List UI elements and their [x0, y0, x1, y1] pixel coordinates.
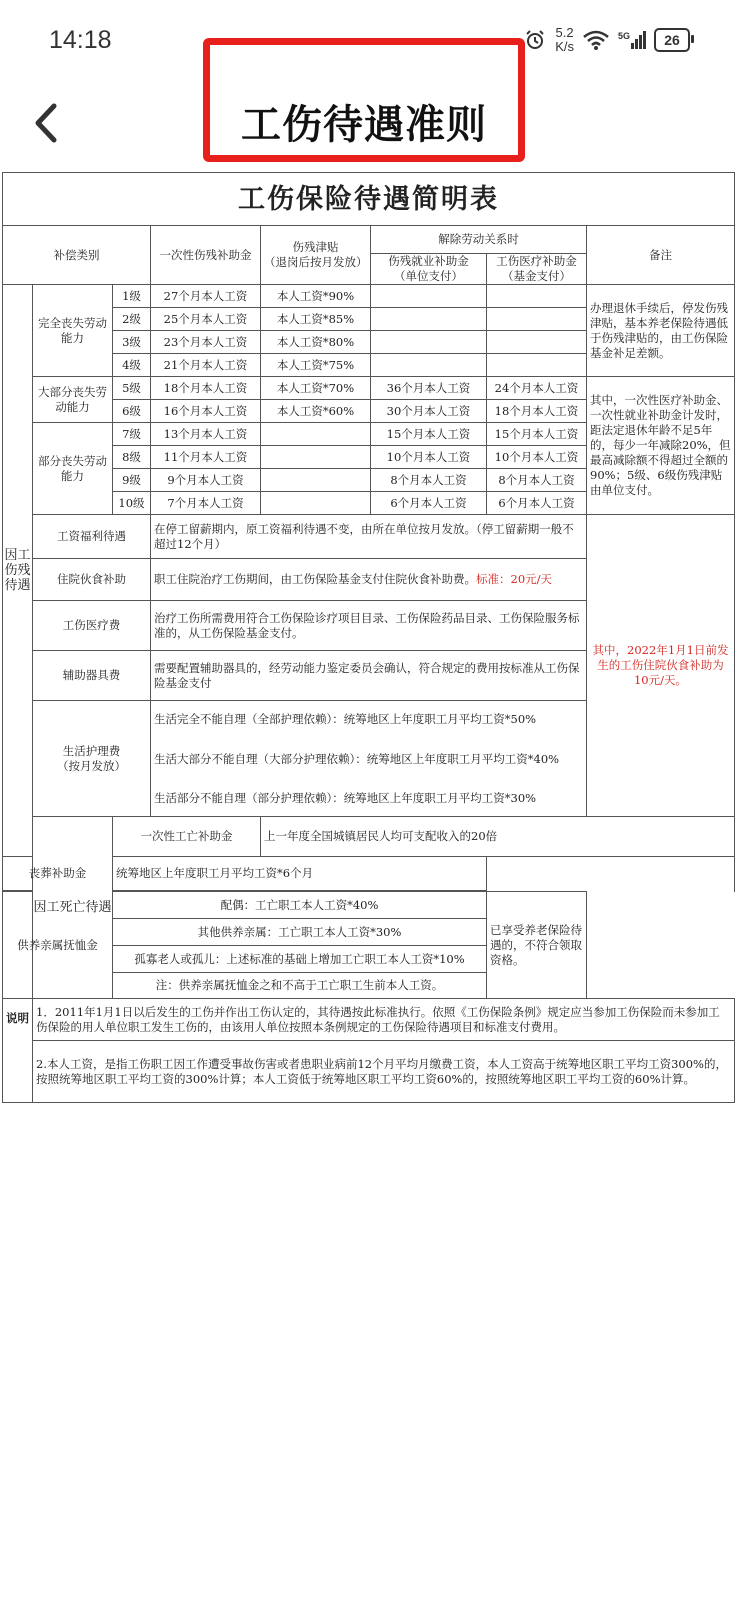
status-time: 14:18 — [49, 26, 112, 54]
grade-lump: 18个月本人工资 — [151, 377, 261, 400]
grade-lump: 21个月本人工资 — [151, 354, 261, 377]
benefit-table — [2, 172, 735, 1103]
death-survivor-1: 配偶：工亡职工本人工资*40% — [113, 892, 486, 919]
group-partial: 部分丧失劳动能力 — [33, 423, 113, 515]
grade-employment — [371, 285, 487, 308]
grade-employment: 10个月本人工资 — [371, 446, 487, 469]
death-funeral-text: 统筹地区上年度职工月平均工资*6个月 — [113, 857, 487, 891]
grade-allowance: 本人工资*60% — [261, 400, 371, 423]
header-allowance-line1: 伤残津贴 — [292, 240, 339, 254]
alarm-icon — [523, 28, 547, 52]
grade-employment — [371, 354, 487, 377]
grade-medical — [487, 354, 587, 377]
network-type-label: 5G — [617, 31, 630, 41]
benefit-device-text: 需要配置辅助器具的，经劳动能力鉴定委员会确认，符合规定的费用按标准从工伤保险基金支付 — [151, 651, 587, 701]
benefit-care-1: 生活完全不能自理（全部护理依赖）：统筹地区上年度职工月平均工资*50% — [151, 701, 587, 739]
header-termination: 解除劳动关系时 — [371, 226, 587, 254]
cell-signal-icon — [618, 31, 646, 49]
benefit-care-3: 生活部分不能自理（部分护理依赖）：统筹地区上年度职工月平均工资*30% — [151, 781, 587, 817]
grade-level: 6级 — [113, 400, 151, 423]
header-allowance-line2: （退岗后按月发放） — [264, 255, 368, 269]
group-full: 完全丧失劳动能力 — [33, 285, 113, 377]
network-speed-value: 5.2 — [555, 25, 574, 40]
grade-medical: 24个月本人工资 — [487, 377, 587, 400]
remark-survivor: 已享受养老保险待遇的，不符合领取资格。 — [487, 892, 587, 999]
side-label-disability: 因工伤残待遇 — [3, 285, 33, 857]
benefit-meal-text: 职工住院治疗工伤期间，由工伤保险基金支付住院伙食补助费。 — [154, 572, 476, 586]
grade-lump: 23个月本人工资 — [151, 331, 261, 354]
grade-employment: 8个月本人工资 — [371, 469, 487, 492]
header-one-time-subsidy: 一次性伤残补助金 — [151, 226, 261, 285]
grade-allowance — [261, 492, 371, 515]
header-remark: 备注 — [587, 226, 735, 285]
grade-allowance — [261, 423, 371, 446]
grade-level: 8级 — [113, 446, 151, 469]
grade-employment — [371, 331, 487, 354]
grade-level: 1级 — [113, 285, 151, 308]
grade-lump: 16个月本人工资 — [151, 400, 261, 423]
grade-allowance: 本人工资*85% — [261, 308, 371, 331]
grade-lump: 11个月本人工资 — [151, 446, 261, 469]
network-speed — [555, 26, 574, 54]
death-survivor-label: 供养亲属抚恤金 — [3, 892, 113, 999]
grade-lump: 9个月本人工资 — [151, 469, 261, 492]
death-survivor-2: 其他供养亲属：工亡职工本人工资*30% — [113, 919, 486, 946]
grade-level: 2级 — [113, 308, 151, 331]
header-medical-subsidy — [487, 254, 587, 285]
benefit-care-label-1: 生活护理费 — [62, 743, 121, 758]
note-1: 1．2011年1月1日以后发生的工伤并作出工伤认定的，其待遇按此标准执行。依照《工伤保险条例》规定应当参加工伤保险而未参加工伤保险的用人单位职工发生工伤的，由该用人单位按照本条例规定的工伤保险待遇项目和标准支付费用。 — [33, 999, 735, 1041]
grade-allowance: 本人工资*75% — [261, 354, 371, 377]
benefit-meal — [151, 559, 587, 601]
header-employment-line1: 伤残就业补助金 — [388, 254, 469, 268]
benefit-care-label-2: （按月发放） — [57, 758, 126, 773]
grade-medical: 15个月本人工资 — [487, 423, 587, 446]
side-label-death: 因工死亡待遇 — [33, 817, 113, 999]
side-label-notes: 说明 — [3, 999, 33, 1103]
death-survivor-3: 孤寡老人或孤儿：上述标准的基础上增加工亡职工本人工资*10% — [113, 946, 486, 973]
benefit-care-2: 生活大部分不能自理（大部分护理依赖）：统筹地区上年度职工月平均工资*40% — [151, 739, 587, 781]
header-employment-line2: （单位支付） — [394, 269, 463, 283]
remark-full: 办理退休手续后，停发伤残津贴，基本养老保险待遇低于伤残津贴的，由工伤保险基金补足差额。 — [587, 285, 735, 377]
grade-employment: 30个月本人工资 — [371, 400, 487, 423]
benefit-wage-text: 在停工留薪期内，原工资福利待遇不变，由所在单位按月发放。（停工留薪期一般不超过12个月） — [151, 515, 587, 559]
header-category: 补偿类别 — [3, 226, 151, 285]
grade-allowance: 本人工资*70% — [261, 377, 371, 400]
grade-level: 9级 — [113, 469, 151, 492]
grade-level: 4级 — [113, 354, 151, 377]
grade-medical — [487, 285, 587, 308]
grade-medical: 8个月本人工资 — [487, 469, 587, 492]
death-lump-label: 一次性工亡补助金 — [113, 817, 261, 857]
wifi-icon — [582, 29, 610, 51]
grade-employment: 36个月本人工资 — [371, 377, 487, 400]
grade-level: 3级 — [113, 331, 151, 354]
grade-level: 10级 — [113, 492, 151, 515]
benefit-wage-label: 工资福利待遇 — [33, 515, 151, 559]
app-header — [0, 80, 738, 166]
death-survivor-4: 注：供养亲属抚恤金之和不高于工亡职工生前本人工资。 — [155, 978, 444, 992]
network-speed-unit: K/s — [555, 39, 574, 54]
doc-title: 工伤保险待遇简明表 — [3, 173, 735, 226]
grade-allowance: 本人工资*80% — [261, 331, 371, 354]
grade-medical: 10个月本人工资 — [487, 446, 587, 469]
benefit-device-label: 辅助器具费 — [33, 651, 151, 701]
remark-major-partial: 其中，一次性医疗补助金、一次性就业补助金计发时，距法定退休年龄不足5年的，每少一年减除20%，但最高减除额不得超过全额的90%；5级、6级伤残津贴由单位支付。 — [587, 377, 735, 515]
header-allowance — [261, 226, 371, 285]
battery-icon: 26 — [654, 28, 690, 52]
page-title: 工伤待遇准则 — [241, 100, 487, 148]
benefit-meal-label: 住院伙食补助 — [33, 559, 151, 601]
grade-medical: 6个月本人工资 — [487, 492, 587, 515]
grade-medical — [487, 308, 587, 331]
benefit-medical-text: 治疗工伤所需费用符合工伤保险诊疗项目目录、工伤保险药品目录、工伤保险服务标准的，从工伤保险基金支付。 — [151, 601, 587, 651]
benefit-medical-label: 工伤医疗费 — [33, 601, 151, 651]
grade-level: 5级 — [113, 377, 151, 400]
note-2: 2.本人工资，是指工伤职工因工作遭受事故伤害或者患职业病前12个月平均月缴费工资，本人工资高于统筹地区职工平均工资300%的，按照统筹地区职工平均工资的300%计算；本人工资低于统筹地区职工平均工资60%的，按照统筹地区职工平均工资的60%计算。 — [33, 1041, 735, 1103]
death-lump-text: 上一年度全国城镇居民人均可支配收入的20倍 — [261, 817, 735, 857]
grade-medical — [487, 331, 587, 354]
chevron-left-icon[interactable] — [26, 98, 66, 148]
benefit-table-document — [2, 172, 734, 1103]
grade-lump: 7个月本人工资 — [151, 492, 261, 515]
benefit-meal-standard: 标准：20元/天 — [476, 572, 553, 586]
header-medical-line1: 工伤医疗补助金 — [496, 254, 577, 268]
grade-level: 7级 — [113, 423, 151, 446]
header-employment-subsidy — [371, 254, 487, 285]
benefit-care-label — [33, 701, 151, 817]
grade-allowance — [261, 446, 371, 469]
remark-meal: 其中，2022年1月1日前发生的工伤住院伙食补助为10元/天。 — [587, 515, 735, 817]
death-survivor-details — [113, 892, 487, 999]
grade-lump: 27个月本人工资 — [151, 285, 261, 308]
header-medical-line2: （基金支付） — [502, 269, 571, 283]
grade-allowance — [261, 469, 371, 492]
grade-medical: 18个月本人工资 — [487, 400, 587, 423]
grade-employment: 6个月本人工资 — [371, 492, 487, 515]
grade-allowance: 本人工资*90% — [261, 285, 371, 308]
grade-lump: 13个月本人工资 — [151, 423, 261, 446]
grade-lump: 25个月本人工资 — [151, 308, 261, 331]
death-funeral-label: 丧葬补助金 — [3, 857, 113, 891]
grade-employment — [371, 308, 487, 331]
grade-employment: 15个月本人工资 — [371, 423, 487, 446]
status-icons — [523, 22, 690, 58]
group-major: 大部分丧失劳动能力 — [33, 377, 113, 423]
